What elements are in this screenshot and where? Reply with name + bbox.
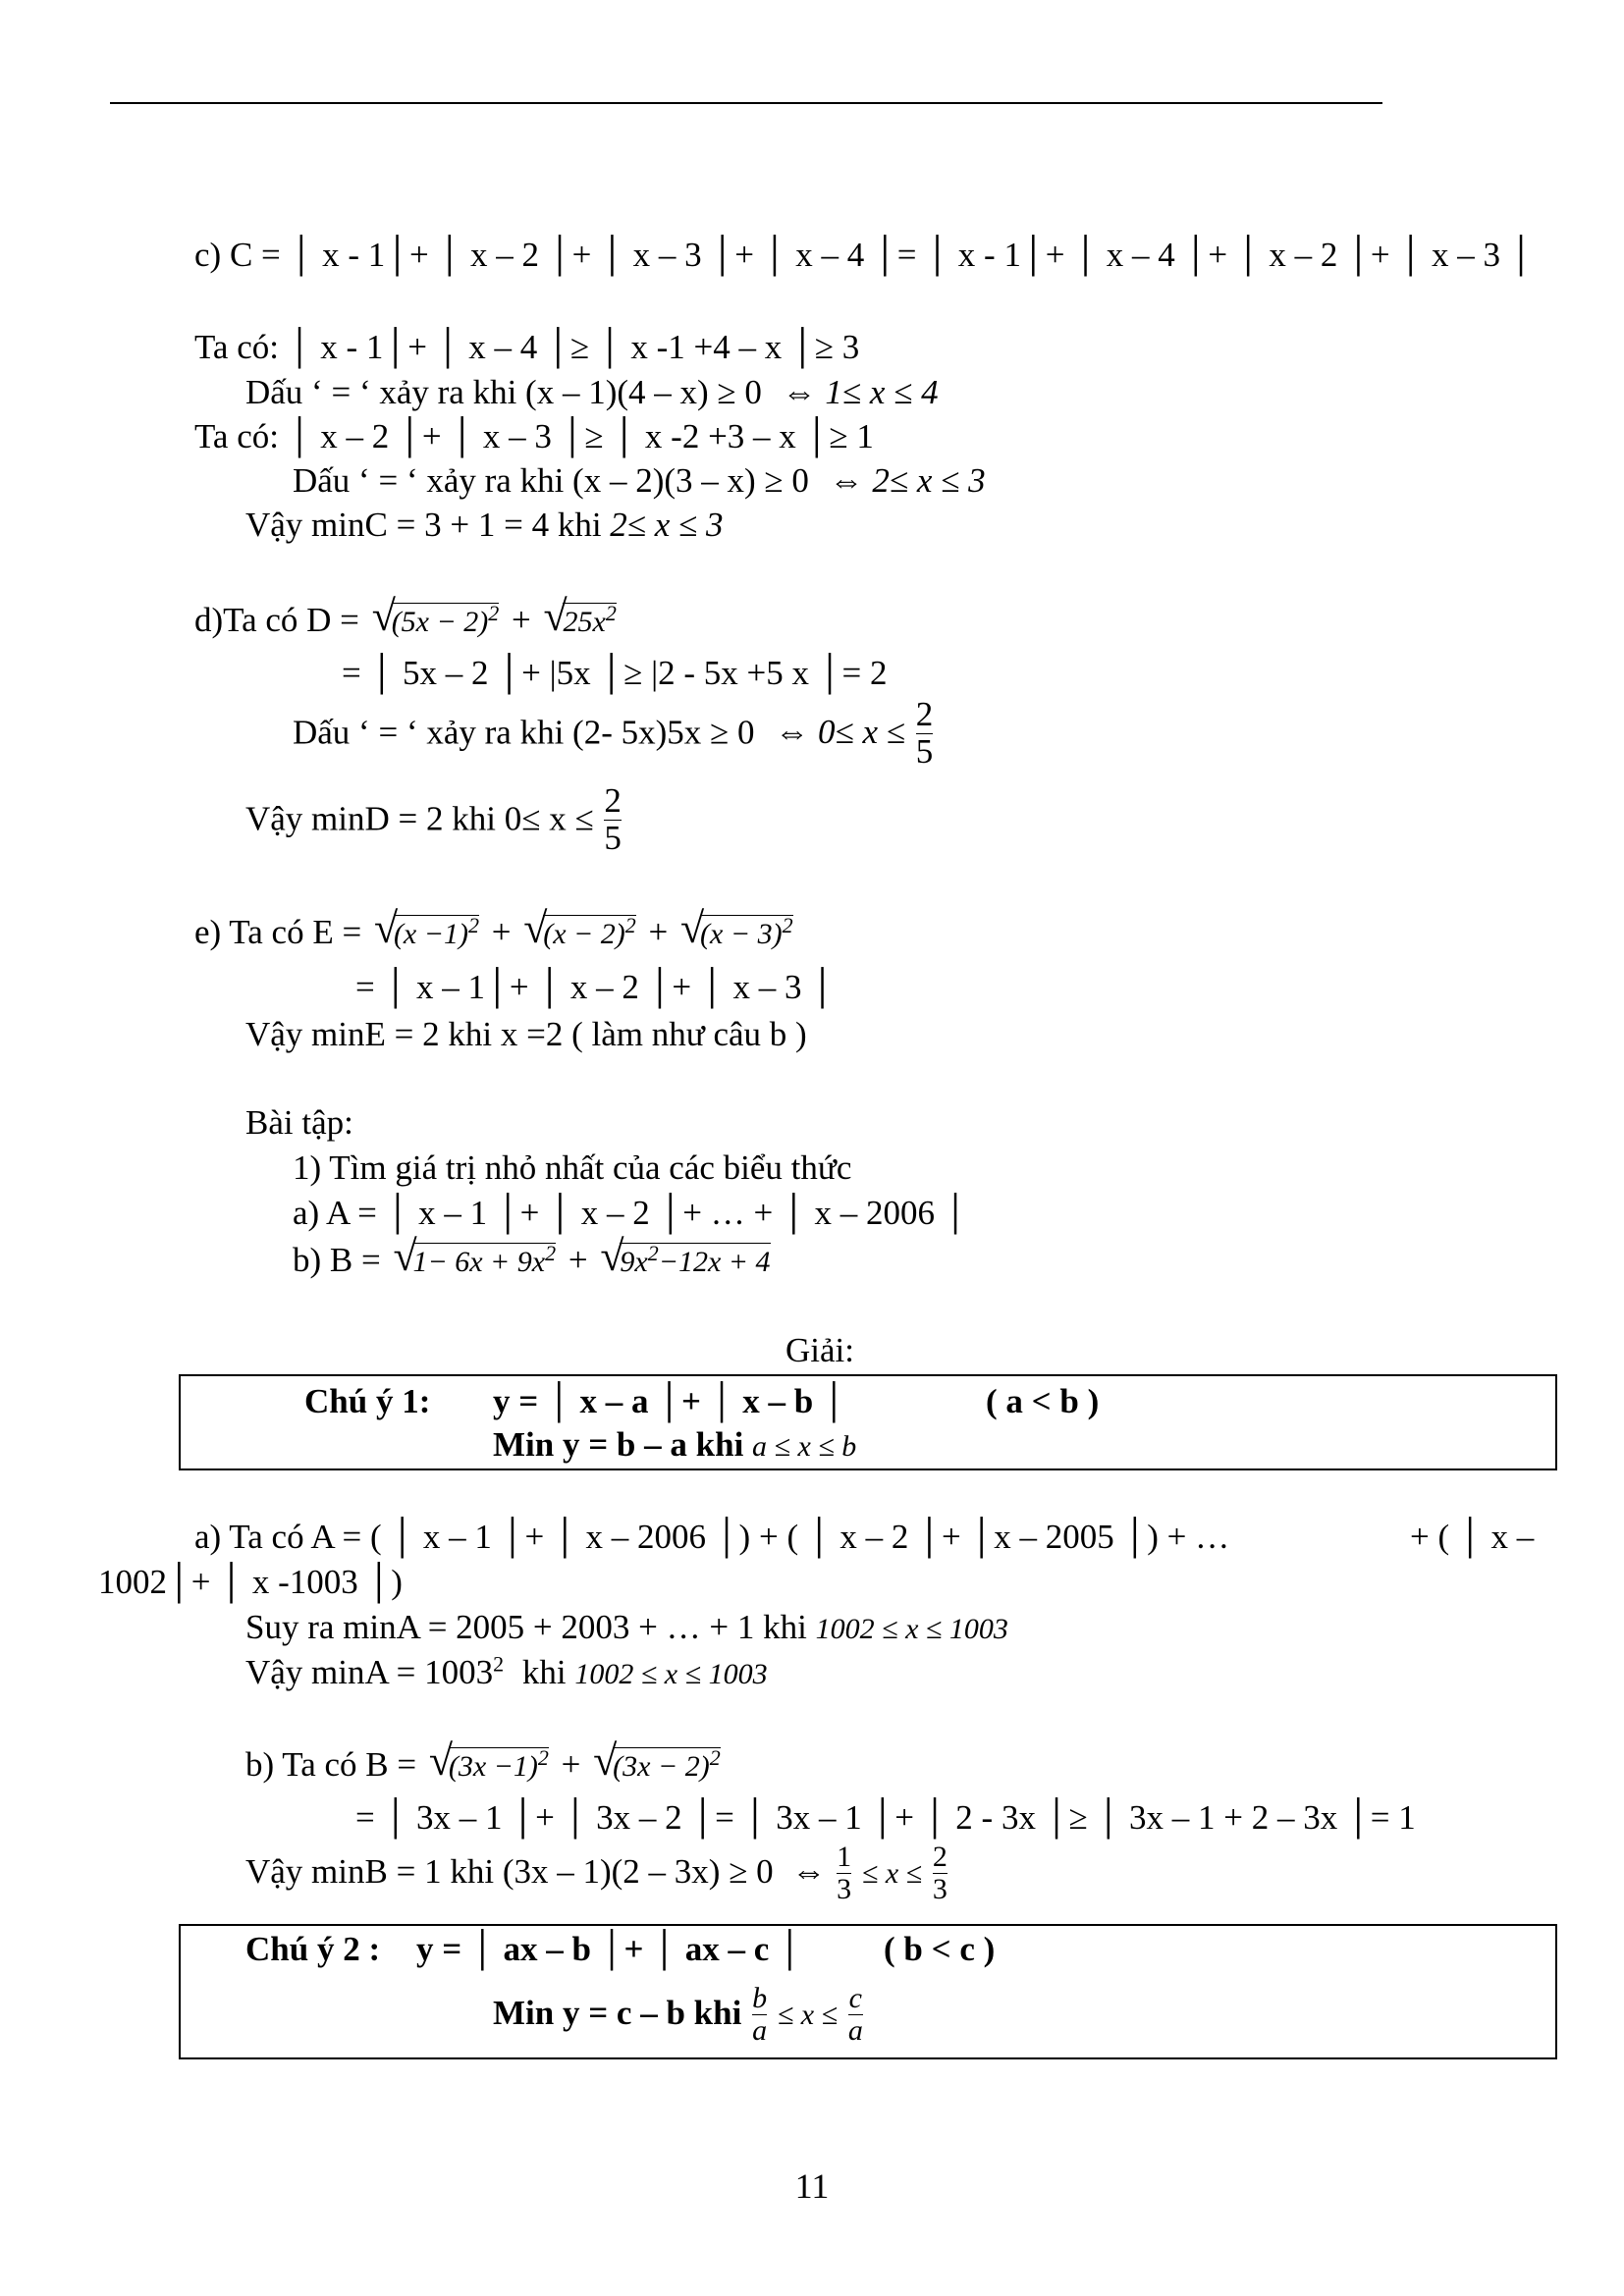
part-c-line2: Ta có: │ x - 1│+ │ x – 4 │≥ │ x -1 +4 – x │≥ 3 <box>194 328 860 366</box>
part-d-line3 <box>293 695 935 773</box>
denominator: 5 <box>915 731 934 771</box>
sqrt-expression: √ $(5x - 2)^2$ <box>371 592 500 640</box>
exponent: 2 <box>467 913 479 937</box>
part-c-line1: c) C = │ x - 1│+ │ x – 2 │+ │ x – 3 │+ │ x – 4 │= │ x - 1│+ │ x – 4 │+ │ x – 2 │+ │ x – 3 │ <box>194 236 1534 274</box>
numerator: c <box>848 1982 862 2014</box>
solution-a-line1-end: + ( │ x – <box>1410 1518 1535 1556</box>
conclusion-text: Vậy minB = 1 khi (3x – 1)(2 – 3x) ≥ 0 <box>245 1852 774 1892</box>
sqrt-expression: √ $(3x - 2)^2$ <box>593 1736 721 1785</box>
numerator: b <box>752 1982 768 2014</box>
condition-range: ⇔ 0≤ x ≤ <box>775 713 905 752</box>
part-c-line6 <box>245 506 724 545</box>
exponent: 2 <box>493 1651 505 1677</box>
solution-b-line3 <box>245 1843 949 1906</box>
radicand: 25x <box>563 606 606 638</box>
part-e-line3: Vậy minE = 2 khi x =2 ( làm như câu b ) <box>245 1015 807 1053</box>
exercise-1a: a) A = │ x – 1 │+ │ x – 2 │+ … + │ x – 2006 │ <box>293 1194 968 1232</box>
exponent: 2 <box>537 1745 549 1770</box>
solution-b-line1 <box>245 1736 725 1785</box>
sum-text: Suy ra minA = 2005 + 2003 + … + 1 khi <box>245 1608 807 1646</box>
range-text: ≤ x ≤ <box>861 1857 923 1891</box>
equality-condition: Dấu ‘ = ‘ xảy ra khi (x – 2)(3 – x) ≥ 0 <box>293 461 809 500</box>
solution-b-line2: = │ 3x – 1 │+ │ 3x – 2 │= │ 3x – 1 │+ │ 2 - 3x │≥ │ 3x – 1 + 2 – 3x │= 1 <box>355 1798 1416 1837</box>
exponent: 2 <box>545 1241 557 1265</box>
range-text: 1002 ≤ x ≤ 1003 <box>574 1658 768 1690</box>
page-number: 11 <box>794 2166 830 2206</box>
min-text: Vậy minA = 1003 <box>245 1653 494 1691</box>
sqrt-expression: √ $1- 6x + 9x^2$ <box>393 1232 557 1280</box>
note-box-2 <box>179 1924 1557 2059</box>
part-d-label: d)Ta có D = <box>194 601 359 639</box>
exercise-1: 1) Tìm giá trị nhỏ nhất của các biểu thức <box>293 1148 852 1187</box>
radicand: 1− 6x + 9x <box>412 1246 546 1278</box>
solution-a-line3 <box>245 1608 1008 1647</box>
radicand: (5x − 2) <box>391 606 489 638</box>
condition-range: ⇔ 2≤ x ≤ 3 <box>829 461 986 500</box>
fraction <box>848 1983 863 2046</box>
plus-sign: + <box>511 601 531 639</box>
part-c-line3 <box>245 373 939 412</box>
note-1-min: Min y = b – a khi <box>493 1425 744 1464</box>
denominator: a <box>847 2013 863 2047</box>
part-c-line4: Ta có: │ x – 2 │+ │ x – 3 │≥ │ x -2 +3 – x │≥ 1 <box>194 417 874 455</box>
solution-a-line4 <box>245 1653 768 1692</box>
denominator: 3 <box>932 1872 947 1905</box>
solution-heading: Giải: <box>785 1331 854 1369</box>
sqrt-expression: √ $9x^2-12x + 4$ <box>600 1232 771 1280</box>
note-1-label: Chú ý 1: <box>304 1382 431 1420</box>
fraction <box>933 1842 947 1904</box>
note-box-1 <box>179 1374 1557 1470</box>
exercise-1b-label: b) B = <box>293 1241 381 1279</box>
numerator: 2 <box>932 1841 947 1873</box>
fraction <box>752 1983 767 2046</box>
part-e-label: e) Ta có E = <box>194 913 362 951</box>
sqrt-expression: √ $(x - 2)^2$ <box>523 904 636 952</box>
exponent: 2 <box>488 601 500 625</box>
conclusion-text: Vậy minC = 3 + 1 = 4 khi <box>245 506 602 544</box>
note-2-label: Chú ý 2 : <box>245 1930 381 1968</box>
radicand: (x − 3) <box>700 918 783 950</box>
note-2-line2 <box>493 1982 865 2048</box>
radicand: 9x <box>620 1246 648 1278</box>
radicand-tail: −12x + 4 <box>658 1246 771 1278</box>
equality-condition: Dấu ‘ = ‘ xảy ra khi (2- 5x)5x ≥ 0 <box>293 713 755 752</box>
radicand: (x − 2) <box>543 918 625 950</box>
solution-b-label: b) Ta có B = <box>245 1745 417 1784</box>
exponent: 2 <box>624 913 636 937</box>
header-rule <box>110 102 1382 104</box>
sqrt-expression: √ $25x^2$ <box>543 592 617 640</box>
exercise-heading: Bài tập: <box>245 1103 353 1142</box>
note-1-range: a ≤ x ≤ b <box>752 1430 857 1463</box>
part-c-line5 <box>293 461 986 501</box>
exercise-1b <box>293 1232 775 1280</box>
solution-a-line1: a) Ta có A = ( │ x – 1 │+ │ x – 2006 │) + ( │ x – 2 │+ │x – 2005 │) + … <box>194 1518 1230 1556</box>
range-text: 1002 ≤ x ≤ 1003 <box>815 1613 1008 1645</box>
conclusion-text: Vậy minD = 2 khi 0≤ x ≤ <box>245 799 594 838</box>
equality-condition: Dấu ‘ = ‘ xảy ra khi (x – 1)(4 – x) ≥ 0 <box>245 373 762 411</box>
condition-range: ⇔ 1≤ x ≤ 4 <box>782 373 939 411</box>
solution-a-line2: 1002│+ │ x -1003 │) <box>98 1563 403 1601</box>
plus-sign: + <box>568 1241 588 1279</box>
exponent: 2 <box>709 1745 721 1770</box>
equivalence-symbol: ⇔ <box>791 1852 827 1892</box>
sqrt-expression: √ $(x -1)^2$ <box>373 904 479 952</box>
note-1-formula: y = │ x – a │+ │ x – b │ <box>493 1382 846 1420</box>
part-e-line1 <box>194 904 797 952</box>
numerator: 2 <box>604 781 622 820</box>
part-d-line1 <box>194 592 621 640</box>
radicand: (x −1) <box>393 918 468 950</box>
part-d-line4 <box>245 781 623 859</box>
denominator: a <box>752 2013 768 2047</box>
denominator: 3 <box>837 1872 852 1905</box>
note-2-condition: ( b < c ) <box>884 1930 996 1968</box>
exponent: 2 <box>647 1241 659 1265</box>
conclusion-range: 2≤ x ≤ 3 <box>610 506 724 544</box>
sqrt-expression: √ $(x - 3)^2$ <box>680 904 793 952</box>
part-d-line2: = │ 5x – 2 │+ |5x │≥ |2 - 5x +5 x │= 2 <box>342 654 888 692</box>
note-2-formula: y = │ ax – b │+ │ ax – c │ <box>416 1930 802 1968</box>
note-2-min: Min y = c – b khi <box>493 1994 742 2033</box>
numerator: 1 <box>837 1841 852 1873</box>
radicand: (3x − 2) <box>613 1750 710 1783</box>
fraction <box>916 697 934 771</box>
plus-sign: + <box>491 913 512 951</box>
part-e-line2: = │ x – 1│+ │ x – 2 │+ │ x – 3 │ <box>355 968 836 1006</box>
fraction <box>604 783 622 857</box>
fraction <box>837 1842 851 1904</box>
plus-sign: + <box>648 913 669 951</box>
note-1-line2 <box>493 1425 856 1465</box>
numerator: 2 <box>915 695 934 733</box>
exponent: 2 <box>605 601 617 625</box>
radicand: (3x −1) <box>448 1750 538 1783</box>
note-1-condition: ( a < b ) <box>986 1382 1100 1420</box>
khi-text: khi <box>521 1653 567 1691</box>
range-text: ≤ x ≤ <box>777 1999 839 2032</box>
denominator: 5 <box>604 818 622 857</box>
sqrt-expression: √ $(3x -1)^2$ <box>428 1736 549 1785</box>
exponent: 2 <box>782 913 793 937</box>
plus-sign: + <box>561 1745 581 1784</box>
